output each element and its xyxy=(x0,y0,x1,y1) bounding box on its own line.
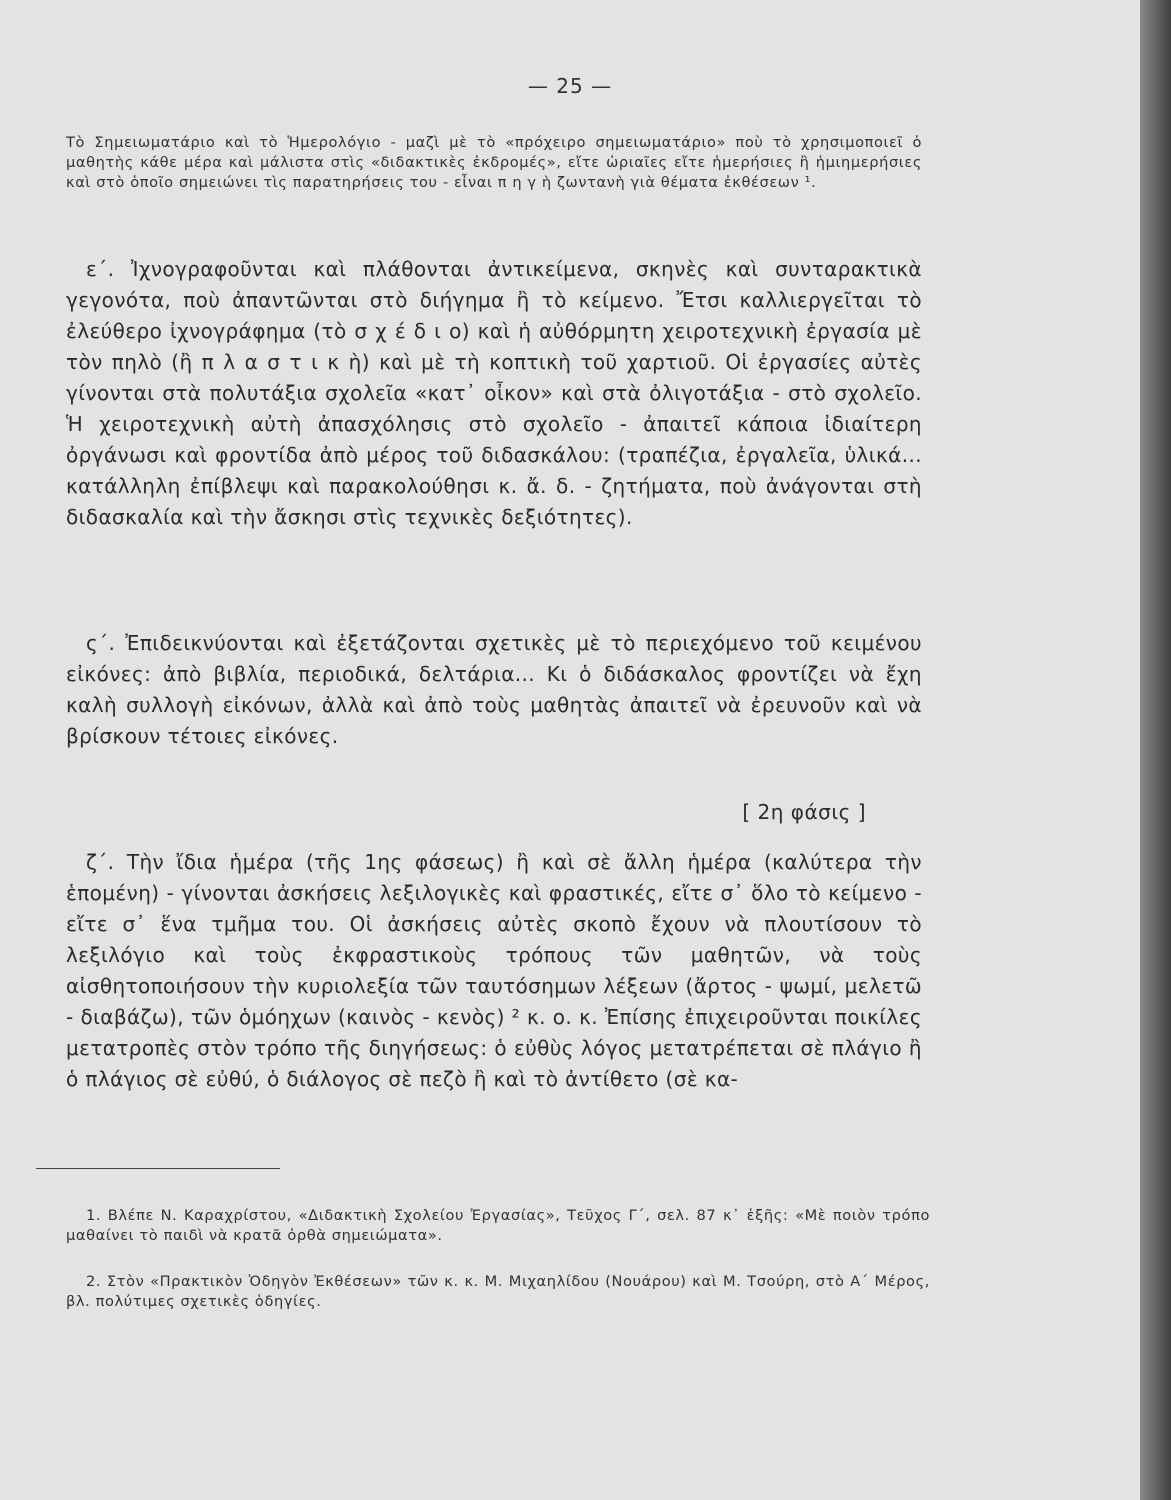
section-z-text: ζ΄. Τὴν ἴδια ἡμέρα (τῆς 1ης φάσεως) ἢ καὶ σὲ ἄλλη ἡμέρα (καλύτερα τὴν ἑπομένη) - γίνονται ἀσκήσεις λεξιλογικὲς καὶ φραστικές, εἴτε σ᾽ ὅλο τὸ κείμενο - εἴτε σ᾽ ἕνα τμῆμα του. Οἱ ἀσκήσεις αὐτὲς σκοπὸ ἔχουν νὰ πλουτίσουν τὸ λεξιλόγιο καὶ τοὺς ἐκφραστικοὺς τρόπους τῶν μαθητῶν, νὰ τοὺς αἰσθητοποιήσουν τὴν κυριολεξία τῶν ταυτόσημων λέξεων (ἄρτος - ψωμί, μελετῶ - διαβάζω), τῶν ὁμόηχων (καινὸς - κενὸς) ² κ. ο. κ. Ἐπίσης ἐπιχειροῦνται ποικίλες μετατροπὲς στὸν τρόπο τῆς διηγήσεως: ὁ εὐθὺς λόγος μετατρέπεται σὲ πλάγιο ἢ ὁ πλάγιος σὲ εὐθύ, ὁ διάλογος σὲ πεζὸ ἢ καὶ τὸ ἀντίθετο (σὲ κα- xyxy=(66,850,922,1091)
section-e-text: ε΄. Ἰχνογραφοῦνται καὶ πλάθονται ἀντικείμενα, σκηνὲς καὶ συνταρακτικὰ γεγονότα, ποὺ ἀπαντῶνται στὸ διήγημα ἢ τὸ κείμενο. Ἔτσι καλλιεργεῖται τὸ ἐλεύθερο ἰχνογράφημα (τὸ σ χ έ δ ι ο) καὶ ἡ αὐθόρμητη χειροτεχνικὴ ἐργασία μὲ τὸν πηλὸ (ἢ π λ α σ τ ι κ ὴ) καὶ μὲ τὴ κοπτικὴ τοῦ χαρτιοῦ. Οἱ ἐργασίες αὐτὲς γίνονται στὰ πολυτάξια σχολεῖα «κατ᾽ οἶκον» καὶ στὰ ὀλιγοτάξια - στὸ σχολεῖο. Ἡ χειροτεχνικὴ αὐτὴ ἀπασχόλησις στὸ σχολεῖο - ἀπαιτεῖ κάποια ἰδιαίτερη ὀργάνωσι καὶ φροντίδα ἀπὸ μέρος τοῦ διδασκάλου: (τραπέζια, ἐργαλεῖα, ὑλικά... κατάλληλη ἐπίβλεψι καὶ παρακολούθησι κ. ἄ. δ. - ζητήματα, ποὺ ἀνάγονται στὴ διδασκαλία καὶ τὴν ἄσκησι στὶς τεχνικὲς δεξιότητες). xyxy=(66,257,922,529)
footnote-2 xyxy=(66,1272,930,1312)
footnote-divider xyxy=(36,1168,280,1169)
footnote-2-text: 2. Στὸν «Πρακτικὸν Ὁδηγὸν Ἐκθέσεων» τῶν κ. κ. Μ. Μιχαηλίδου (Νουάρου) καὶ Μ. Τσούρη, στὸ Α΄ Μέρος, βλ. πολύτιμες σχετικὲς ὁδηγίες. xyxy=(66,1273,930,1310)
section-s-text: ς΄. Ἐπιδεικνύονται καὶ ἐξετάζονται σχετικὲς μὲ τὸ περιεχόμενο τοῦ κειμένου εἰκόνες: ἀπὸ βιβλία, περιοδικά, δελτάρια... Κι ὁ διδάσκαλος φροντίζει νὰ ἔχη καλὴ συλλογὴ εἰκόνων, ἀλλὰ καὶ ἀπὸ τοὺς μαθητὰς ἀπαιτεῖ νὰ ἐρευνοῦν καὶ νὰ βρίσκουν τέτοιες εἰκόνες. xyxy=(66,631,922,748)
section-e xyxy=(66,254,922,533)
intro-paragraph: Τὸ Σημειωματάριο καὶ τὸ Ἡμερολόγιο - μαζὶ μὲ τὸ «πρόχειρο σημειωματάριο» ποὺ τὸ χρησιμοποιεῖ ὁ μαθητὴς κάθε μέρα καὶ μάλιστα στὶς «διδακτικὲς ἐκδρομές», εἴτε ὡριαῖες εἴτε ἡμερήσιες ἢ ἡμιημερήσιες καὶ στὸ ὁποῖο σημειώνει τὶς παρατηρήσεις του - εἶναι π η γ ὴ ζωντανὴ γιὰ θέματα ἐκθέσεων ¹. xyxy=(66,134,922,191)
section-z xyxy=(66,847,922,1095)
footnote-1-text: 1. Βλέπε Ν. Καραχρίστου, «Διδακτικὴ Σχολείου Ἐργασίας», Τεῦχος Γ΄, σελ. 87 κ᾽ ἑξῆς: «Μὲ ποιὸν τρόπο μαθαίνει τὸ παιδὶ νὰ κρατᾶ ὀρθὰ σημειώματα». xyxy=(66,1207,930,1244)
scan-edge-shadow xyxy=(1140,0,1171,1500)
phase-heading: [ 2η φάσις ] xyxy=(742,800,866,824)
page-number: — 25 — xyxy=(527,74,613,98)
section-s xyxy=(66,628,922,752)
footnote-1 xyxy=(66,1206,930,1246)
